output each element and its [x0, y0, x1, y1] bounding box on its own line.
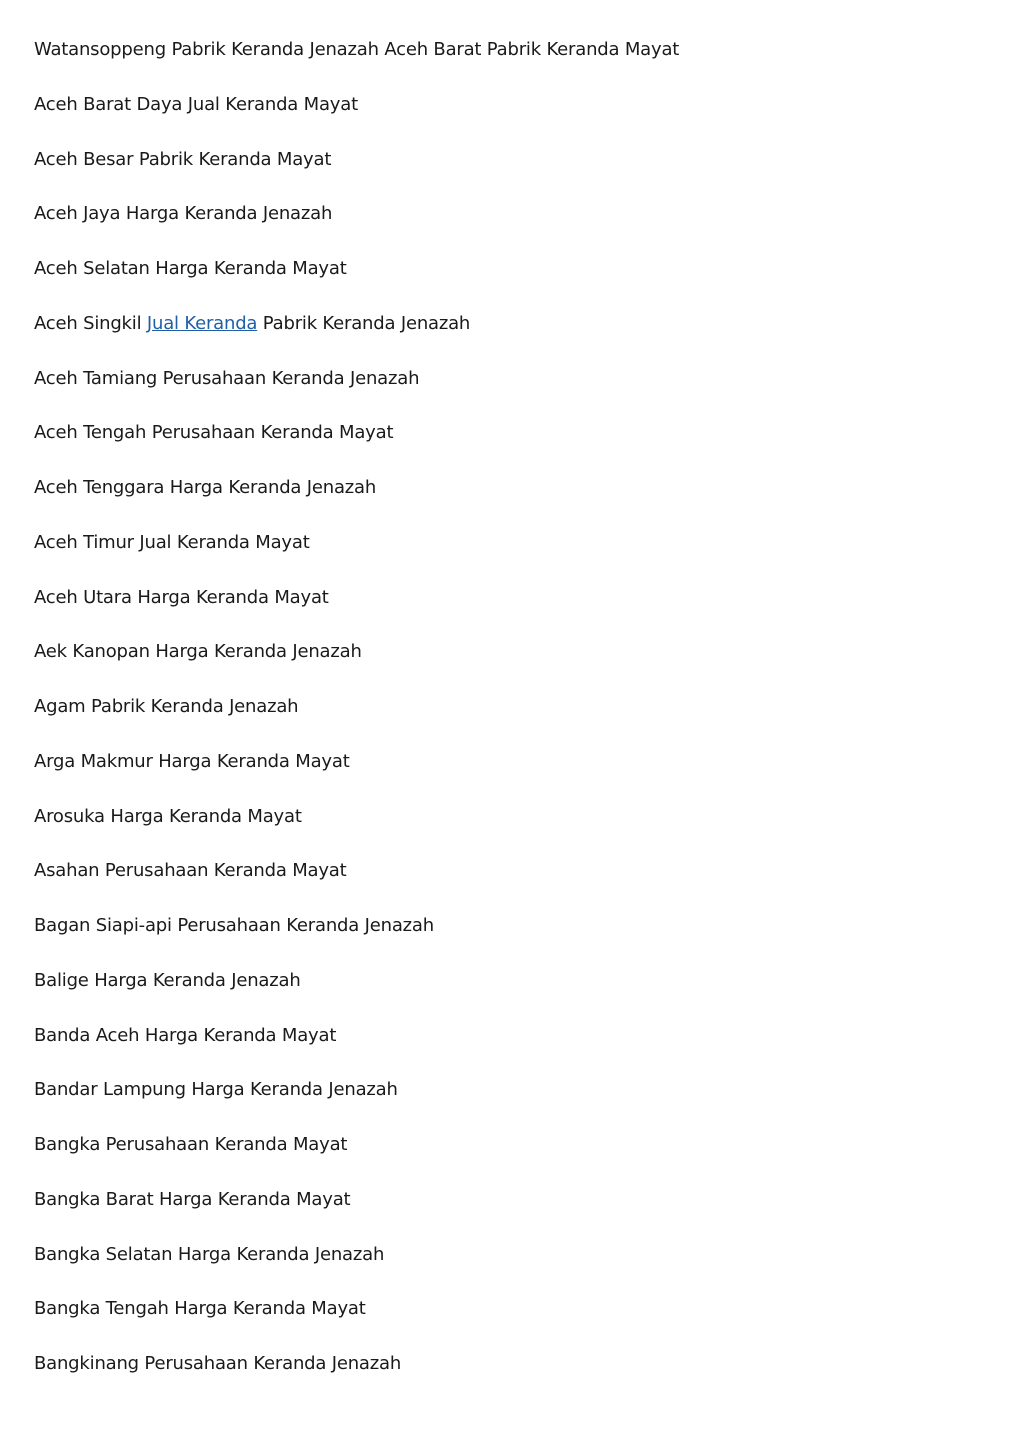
text-line: Balige Harga Keranda Jenazah	[34, 969, 301, 991]
text-line: Bangka Perusahaan Keranda Mayat	[34, 1134, 348, 1155]
text-line: Aceh Besar Pabrik Keranda Mayat	[34, 148, 332, 170]
text-line: Bangka Barat Harga Keranda Mayat	[34, 1188, 351, 1210]
text-line: Bangka Tengah Harga Keranda Mayat	[34, 1298, 366, 1320]
text-line: Arosuka Harga Keranda Mayat	[34, 805, 302, 827]
text-line: Banda Aceh Harga Keranda Mayat	[34, 1024, 337, 1046]
text-line: Arga Makmur Harga Keranda Mayat	[34, 750, 350, 772]
text-line: Aceh Tenggara Harga Keranda Jenazah	[34, 477, 377, 498]
document-body	[34, 36, 994, 1405]
text-line: Aceh Selatan Harga Keranda Mayat	[34, 258, 347, 279]
text-line-before-link: Aceh Singkil	[34, 312, 147, 334]
text-line: Bandar Lampung Harga Keranda Jenazah	[34, 1079, 398, 1101]
jual-keranda-link[interactable]: Jual Keranda	[146, 312, 258, 334]
text-line: Aek Kanopan Harga Keranda Jenazah	[34, 641, 362, 663]
text-line	[34, 310, 994, 365]
text-line: Aceh Tengah Perusahaan Keranda Mayat	[34, 422, 394, 444]
text-line: Watansoppeng Pabrik Keranda Jenazah Aceh Barat Pabrik Keranda Mayat	[34, 39, 680, 60]
text-line: Aceh Tamiang Perusahaan Keranda Jenazah	[34, 367, 420, 389]
text-line: Aceh Utara Harga Keranda Mayat	[34, 586, 329, 608]
text-line: Bangka Selatan Harga Keranda Jenazah	[34, 1243, 385, 1265]
text-line: Asahan Perusahaan Keranda Mayat	[34, 860, 347, 882]
text-line: Bangkinang Perusahaan Keranda Jenazah	[34, 1353, 402, 1374]
text-line: Aceh Timur Jual Keranda Mayat	[34, 531, 310, 553]
text-line: Bagan Siapi-api Perusahaan Keranda Jenazah	[34, 915, 434, 936]
text-line-after-link: Pabrik Keranda Jenazah	[257, 312, 471, 334]
text-line: Agam Pabrik Keranda Jenazah	[34, 696, 299, 717]
text-line: Aceh Barat Daya Jual Keranda Mayat	[34, 93, 358, 115]
text-line: Aceh Jaya Harga Keranda Jenazah	[34, 203, 333, 225]
